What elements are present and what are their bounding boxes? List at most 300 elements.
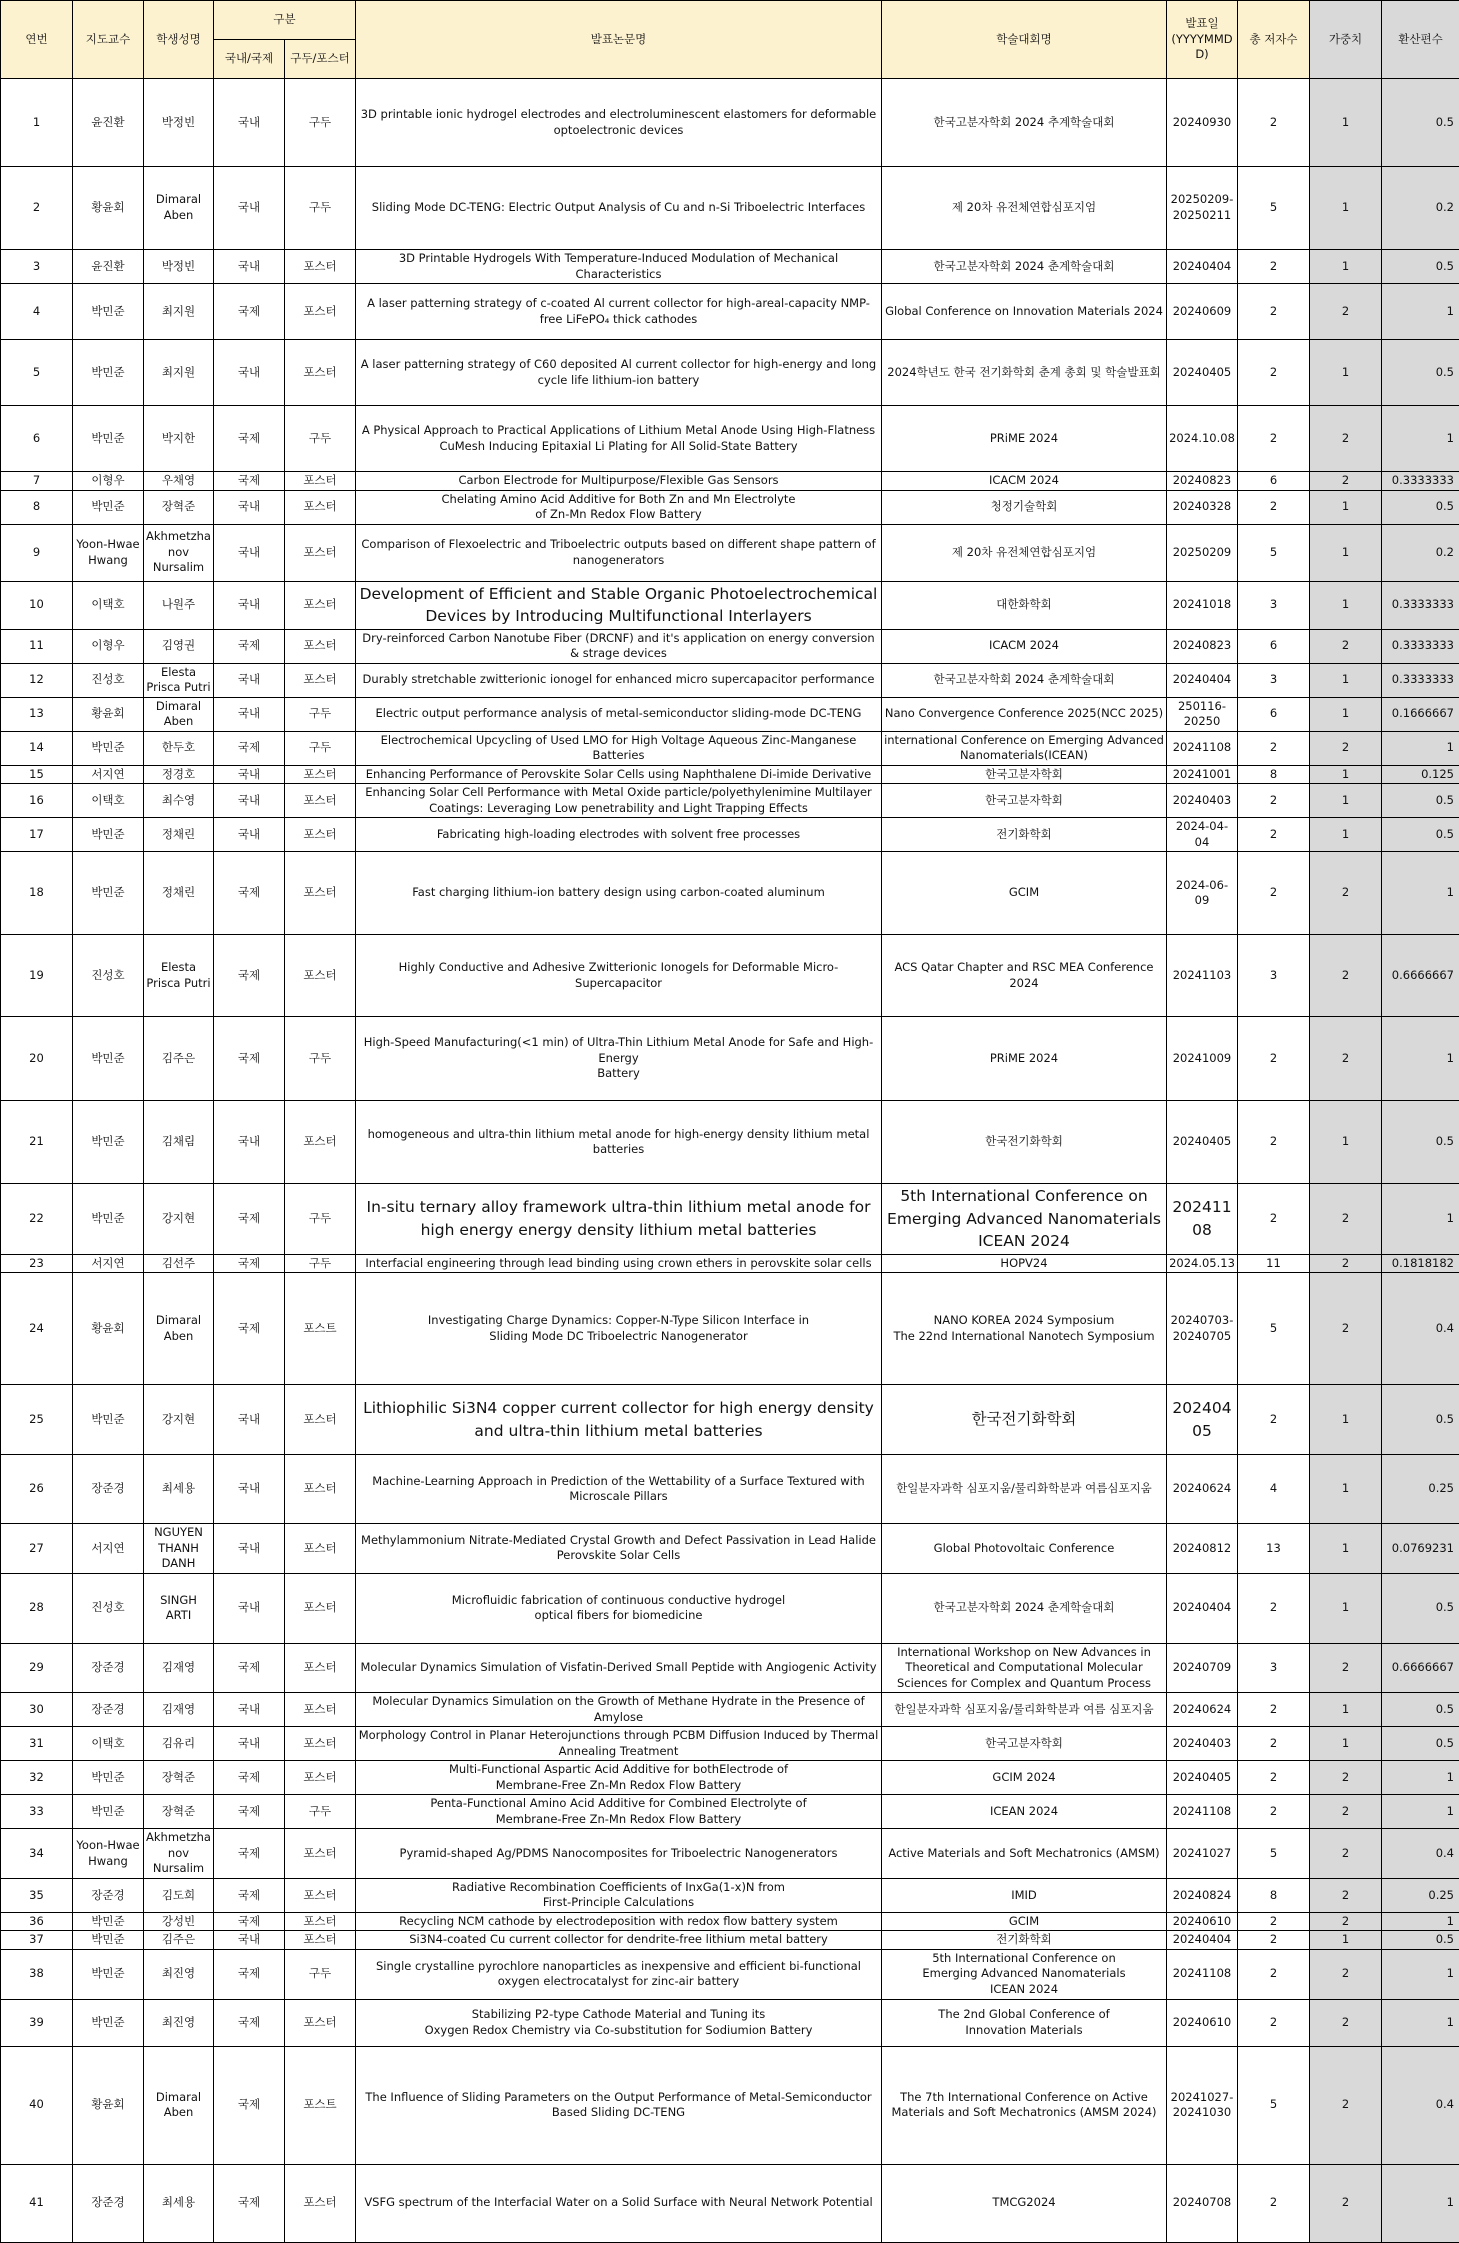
cell-student[interactable]: 최세용 bbox=[144, 1455, 214, 1524]
cell-type[interactable]: 포스터 bbox=[285, 1524, 356, 1574]
header-type[interactable]: 구두/포스터 bbox=[285, 40, 356, 79]
cell-authors[interactable]: 2 bbox=[1238, 1017, 1310, 1101]
cell-authors[interactable]: 2 bbox=[1238, 1693, 1310, 1727]
cell-scope[interactable]: 국내 bbox=[214, 79, 285, 167]
cell-advisor[interactable]: 박민준 bbox=[73, 340, 144, 406]
cell-title[interactable]: Electrochemical Upcycling of Used LMO for High Voltage Aqueous Zinc-Manganese Batteries bbox=[356, 731, 882, 765]
cell-title[interactable]: Highly Conductive and Adhesive Zwitterionic Ionogels for Deformable Micro-Supercapacitor bbox=[356, 935, 882, 1017]
cell-advisor[interactable]: 박민준 bbox=[73, 1101, 144, 1184]
header-category[interactable]: 구분 bbox=[214, 1, 356, 40]
cell-authors[interactable]: 2 bbox=[1238, 284, 1310, 340]
cell-no[interactable]: 15 bbox=[1, 765, 73, 784]
cell-date[interactable]: 20241027- 20241030 bbox=[1167, 2046, 1238, 2164]
cell-authors[interactable]: 2 bbox=[1238, 406, 1310, 472]
cell-date[interactable]: 20250209 bbox=[1167, 524, 1238, 581]
cell-no[interactable]: 24 bbox=[1, 1273, 73, 1385]
cell-conference[interactable]: PRiME 2024 bbox=[882, 406, 1167, 472]
cell-weight[interactable]: 1 bbox=[1310, 1931, 1382, 1950]
cell-weight[interactable]: 1 bbox=[1310, 1101, 1382, 1184]
cell-student[interactable]: Akhmetzha nov Nursalim bbox=[144, 1829, 214, 1879]
cell-score[interactable]: 0.4 bbox=[1382, 1829, 1459, 1879]
cell-authors[interactable]: 2 bbox=[1238, 731, 1310, 765]
cell-scope[interactable]: 국내 bbox=[214, 250, 285, 284]
cell-date[interactable]: 20241009 bbox=[1167, 1017, 1238, 1101]
cell-advisor[interactable]: 박민준 bbox=[73, 1912, 144, 1931]
cell-weight[interactable]: 1 bbox=[1310, 818, 1382, 852]
cell-student[interactable]: 강성빈 bbox=[144, 1912, 214, 1931]
cell-type[interactable]: 포스터 bbox=[285, 1455, 356, 1524]
cell-advisor[interactable]: 서지연 bbox=[73, 1524, 144, 1574]
cell-authors[interactable]: 8 bbox=[1238, 1878, 1310, 1912]
cell-conference[interactable]: 한국고분자학회 bbox=[882, 1727, 1167, 1761]
cell-weight[interactable]: 2 bbox=[1310, 472, 1382, 491]
cell-score[interactable]: 0.5 bbox=[1382, 79, 1459, 167]
cell-advisor[interactable]: 진성호 bbox=[73, 935, 144, 1017]
cell-date[interactable]: 20241001 bbox=[1167, 765, 1238, 784]
cell-conference[interactable]: GCIM bbox=[882, 852, 1167, 935]
cell-score[interactable]: 0.1818182 bbox=[1382, 1254, 1459, 1273]
cell-conference[interactable]: 대한화학회 bbox=[882, 581, 1167, 629]
cell-no[interactable]: 7 bbox=[1, 472, 73, 491]
cell-title[interactable]: In-situ ternary alloy framework ultra-thin lithium metal anode for high energy energy density lithium metal batteries bbox=[356, 1184, 882, 1254]
cell-date[interactable]: 20240405 bbox=[1167, 1101, 1238, 1184]
cell-authors[interactable]: 3 bbox=[1238, 663, 1310, 697]
cell-scope[interactable]: 국제 bbox=[214, 1912, 285, 1931]
cell-score[interactable]: 0.3333333 bbox=[1382, 629, 1459, 663]
cell-student[interactable]: 정채린 bbox=[144, 852, 214, 935]
cell-scope[interactable]: 국제 bbox=[214, 852, 285, 935]
cell-no[interactable]: 26 bbox=[1, 1455, 73, 1524]
cell-weight[interactable]: 2 bbox=[1310, 629, 1382, 663]
cell-title[interactable]: Carbon Electrode for Multipurpose/Flexible Gas Sensors bbox=[356, 472, 882, 491]
cell-advisor[interactable]: 장준경 bbox=[73, 1693, 144, 1727]
cell-conference[interactable]: Nano Convergence Conference 2025(NCC 2025) bbox=[882, 697, 1167, 731]
cell-date[interactable]: 20240703- 20240705 bbox=[1167, 1273, 1238, 1385]
cell-student[interactable]: SINGH ARTI bbox=[144, 1573, 214, 1643]
cell-type[interactable]: 포스터 bbox=[285, 935, 356, 1017]
cell-type[interactable]: 포스터 bbox=[285, 490, 356, 524]
cell-advisor[interactable]: 이형우 bbox=[73, 472, 144, 491]
cell-advisor[interactable]: 박민준 bbox=[73, 731, 144, 765]
cell-title[interactable]: Si3N4-coated Cu current collector for dendrite-free lithium metal battery bbox=[356, 1931, 882, 1950]
cell-date[interactable]: 20240404 bbox=[1167, 1931, 1238, 1950]
cell-weight[interactable]: 1 bbox=[1310, 765, 1382, 784]
cell-authors[interactable]: 2 bbox=[1238, 2164, 1310, 2242]
cell-advisor[interactable]: 이택호 bbox=[73, 581, 144, 629]
cell-weight[interactable]: 1 bbox=[1310, 79, 1382, 167]
cell-scope[interactable]: 국제 bbox=[214, 2046, 285, 2164]
cell-type[interactable]: 구두 bbox=[285, 1254, 356, 1273]
cell-advisor[interactable]: 박민준 bbox=[73, 1761, 144, 1795]
cell-conference[interactable]: ICEAN 2024 bbox=[882, 1795, 1167, 1829]
cell-no[interactable]: 13 bbox=[1, 697, 73, 731]
cell-score[interactable]: 0.5 bbox=[1382, 340, 1459, 406]
cell-date[interactable]: 20241018 bbox=[1167, 581, 1238, 629]
cell-no[interactable]: 8 bbox=[1, 490, 73, 524]
cell-advisor[interactable]: Yoon-Hwae Hwang bbox=[73, 1829, 144, 1879]
cell-scope[interactable]: 국제 bbox=[214, 472, 285, 491]
cell-authors[interactable]: 2 bbox=[1238, 340, 1310, 406]
cell-type[interactable]: 포스터 bbox=[285, 1912, 356, 1931]
cell-no[interactable]: 34 bbox=[1, 1829, 73, 1879]
cell-advisor[interactable]: 박민준 bbox=[73, 406, 144, 472]
cell-advisor[interactable]: 이택호 bbox=[73, 784, 144, 818]
cell-advisor[interactable]: 이택호 bbox=[73, 1727, 144, 1761]
cell-scope[interactable]: 국제 bbox=[214, 284, 285, 340]
cell-authors[interactable]: 6 bbox=[1238, 472, 1310, 491]
cell-student[interactable]: 김영권 bbox=[144, 629, 214, 663]
cell-title[interactable]: Enhancing Solar Cell Performance with Metal Oxide particle/polyethylenimine Multilayer Coatings: Leveraging Low penetrability and Light Trapping Effects bbox=[356, 784, 882, 818]
cell-no[interactable]: 9 bbox=[1, 524, 73, 581]
cell-no[interactable]: 40 bbox=[1, 2046, 73, 2164]
cell-authors[interactable]: 2 bbox=[1238, 1999, 1310, 2046]
cell-title[interactable]: Chelating Amino Acid Additive for Both Zn and Mn Electrolyte of Zn-Mn Redox Flow Battery bbox=[356, 490, 882, 524]
cell-title[interactable]: Methylammonium Nitrate-Mediated Crystal Growth and Defect Passivation in Lead Halide Perovskite Solar Cells bbox=[356, 1524, 882, 1574]
cell-score[interactable]: 1 bbox=[1382, 1795, 1459, 1829]
cell-no[interactable]: 39 bbox=[1, 1999, 73, 2046]
cell-score[interactable]: 0.6666667 bbox=[1382, 935, 1459, 1017]
cell-advisor[interactable]: 박민준 bbox=[73, 490, 144, 524]
cell-score[interactable]: 0.6666667 bbox=[1382, 1643, 1459, 1693]
cell-type[interactable]: 포스터 bbox=[285, 581, 356, 629]
cell-weight[interactable]: 2 bbox=[1310, 1761, 1382, 1795]
cell-title[interactable]: Comparison of Flexoelectric and Triboelectric outputs based on different shape pattern of nanogenerators bbox=[356, 524, 882, 581]
cell-advisor[interactable]: 장준경 bbox=[73, 1455, 144, 1524]
cell-advisor[interactable]: 박민준 bbox=[73, 818, 144, 852]
cell-scope[interactable]: 국내 bbox=[214, 340, 285, 406]
cell-date[interactable]: 20240823 bbox=[1167, 629, 1238, 663]
cell-conference[interactable]: international Conference on Emerging Advanced Nanomaterials(ICEAN) bbox=[882, 731, 1167, 765]
cell-advisor[interactable]: 박민준 bbox=[73, 1184, 144, 1254]
cell-date[interactable]: 20240404 bbox=[1167, 250, 1238, 284]
cell-student[interactable]: 김도희 bbox=[144, 1878, 214, 1912]
cell-scope[interactable]: 국제 bbox=[214, 935, 285, 1017]
cell-title[interactable]: Lithiophilic Si3N4 copper current collector for high energy density and ultra-thin lithium metal batteries bbox=[356, 1385, 882, 1455]
cell-date[interactable]: 2024.10.08 bbox=[1167, 406, 1238, 472]
cell-no[interactable]: 1 bbox=[1, 79, 73, 167]
cell-conference[interactable]: ICACM 2024 bbox=[882, 472, 1167, 491]
cell-advisor[interactable]: 윤진환 bbox=[73, 250, 144, 284]
cell-type[interactable]: 포스터 bbox=[285, 1829, 356, 1879]
cell-weight[interactable]: 1 bbox=[1310, 490, 1382, 524]
cell-type[interactable]: 구두 bbox=[285, 167, 356, 250]
cell-type[interactable]: 구두 bbox=[285, 406, 356, 472]
cell-scope[interactable]: 국제 bbox=[214, 1761, 285, 1795]
cell-conference[interactable]: 2024학년도 한국 전기화학회 춘계 총회 및 학술발표회 bbox=[882, 340, 1167, 406]
cell-scope[interactable]: 국제 bbox=[214, 1273, 285, 1385]
cell-authors[interactable]: 5 bbox=[1238, 1273, 1310, 1385]
cell-type[interactable]: 포스터 bbox=[285, 663, 356, 697]
cell-date[interactable]: 20240610 bbox=[1167, 1999, 1238, 2046]
cell-conference[interactable]: PRiME 2024 bbox=[882, 1017, 1167, 1101]
cell-date[interactable]: 250116-20250 bbox=[1167, 697, 1238, 731]
cell-weight[interactable]: 2 bbox=[1310, 1184, 1382, 1254]
cell-no[interactable]: 30 bbox=[1, 1693, 73, 1727]
cell-student[interactable]: Elesta Prisca Putri bbox=[144, 935, 214, 1017]
cell-type[interactable]: 구두 bbox=[285, 1184, 356, 1254]
cell-date[interactable]: 20240824 bbox=[1167, 1878, 1238, 1912]
cell-student[interactable]: Akhmetzha nov Nursalim bbox=[144, 524, 214, 581]
cell-weight[interactable]: 2 bbox=[1310, 1829, 1382, 1879]
cell-score[interactable]: 1 bbox=[1382, 1912, 1459, 1931]
cell-authors[interactable]: 2 bbox=[1238, 1101, 1310, 1184]
cell-authors[interactable]: 8 bbox=[1238, 765, 1310, 784]
cell-scope[interactable]: 국제 bbox=[214, 731, 285, 765]
cell-conference[interactable]: 한국전기화학회 bbox=[882, 1101, 1167, 1184]
cell-title[interactable]: Durably stretchable zwitterionic ionogel for enhanced micro supercapacitor performance bbox=[356, 663, 882, 697]
cell-no[interactable]: 17 bbox=[1, 818, 73, 852]
cell-score[interactable]: 0.5 bbox=[1382, 1931, 1459, 1950]
cell-weight[interactable]: 2 bbox=[1310, 284, 1382, 340]
cell-title[interactable]: Morphology Control in Planar Heterojunctions through PCBM Diffusion Induced by Thermal Annealing Treatment bbox=[356, 1727, 882, 1761]
cell-conference[interactable]: HOPV24 bbox=[882, 1254, 1167, 1273]
cell-title[interactable]: 3D printable ionic hydrogel electrodes and electroluminescent elastomers for deformable optoelectronic devices bbox=[356, 79, 882, 167]
cell-type[interactable]: 포스터 bbox=[285, 629, 356, 663]
cell-score[interactable]: 0.5 bbox=[1382, 1573, 1459, 1643]
cell-authors[interactable]: 2 bbox=[1238, 1795, 1310, 1829]
cell-advisor[interactable]: 윤진환 bbox=[73, 79, 144, 167]
cell-student[interactable]: 김선주 bbox=[144, 1254, 214, 1273]
header-authors[interactable]: 총 저자수 bbox=[1238, 1, 1310, 79]
cell-student[interactable]: 장혁준 bbox=[144, 490, 214, 524]
cell-authors[interactable]: 5 bbox=[1238, 2046, 1310, 2164]
cell-advisor[interactable]: 황윤회 bbox=[73, 2046, 144, 2164]
cell-student[interactable]: Dimaral Aben bbox=[144, 2046, 214, 2164]
cell-authors[interactable]: 2 bbox=[1238, 1912, 1310, 1931]
cell-student[interactable]: 김채림 bbox=[144, 1101, 214, 1184]
cell-conference[interactable]: 한국고분자학회 2024 춘계학술대회 bbox=[882, 250, 1167, 284]
cell-authors[interactable]: 3 bbox=[1238, 581, 1310, 629]
cell-authors[interactable]: 2 bbox=[1238, 1761, 1310, 1795]
cell-title[interactable]: Pyramid-shaped Ag/PDMS Nanocomposites for Triboelectric Nanogenerators bbox=[356, 1829, 882, 1879]
cell-scope[interactable]: 국내 bbox=[214, 167, 285, 250]
cell-authors[interactable]: 2 bbox=[1238, 852, 1310, 935]
cell-date[interactable]: 20241027 bbox=[1167, 1829, 1238, 1879]
cell-no[interactable]: 29 bbox=[1, 1643, 73, 1693]
cell-type[interactable]: 포스터 bbox=[285, 250, 356, 284]
cell-student[interactable]: 최수영 bbox=[144, 784, 214, 818]
header-student[interactable]: 학생성명 bbox=[144, 1, 214, 79]
cell-no[interactable]: 10 bbox=[1, 581, 73, 629]
cell-conference[interactable]: 한국전기화학회 bbox=[882, 1385, 1167, 1455]
cell-date[interactable]: 20240404 bbox=[1167, 663, 1238, 697]
cell-scope[interactable]: 국내 bbox=[214, 784, 285, 818]
cell-score[interactable]: 0.25 bbox=[1382, 1455, 1459, 1524]
cell-authors[interactable]: 2 bbox=[1238, 818, 1310, 852]
cell-no[interactable]: 35 bbox=[1, 1878, 73, 1912]
cell-weight[interactable]: 2 bbox=[1310, 1999, 1382, 2046]
cell-no[interactable]: 5 bbox=[1, 340, 73, 406]
cell-title[interactable]: Development of Efficient and Stable Organic Photoelectrochemical Devices by Introducing Multifunctional Interlayers bbox=[356, 581, 882, 629]
cell-conference[interactable]: 5th International Conference on Emerging Advanced Nanomaterials ICEAN 2024 bbox=[882, 1184, 1167, 1254]
cell-authors[interactable]: 2 bbox=[1238, 250, 1310, 284]
cell-scope[interactable]: 국내 bbox=[214, 1727, 285, 1761]
cell-weight[interactable]: 2 bbox=[1310, 1912, 1382, 1931]
cell-type[interactable]: 구두 bbox=[285, 1017, 356, 1101]
cell-conference[interactable]: ICACM 2024 bbox=[882, 629, 1167, 663]
cell-score[interactable]: 1 bbox=[1382, 1761, 1459, 1795]
cell-conference[interactable]: Global Photovoltaic Conference bbox=[882, 1524, 1167, 1574]
cell-advisor[interactable]: 장준경 bbox=[73, 2164, 144, 2242]
cell-scope[interactable]: 국내 bbox=[214, 697, 285, 731]
cell-student[interactable]: 김재영 bbox=[144, 1643, 214, 1693]
header-weight[interactable]: 가중치 bbox=[1310, 1, 1382, 79]
header-title[interactable]: 발표논문명 bbox=[356, 1, 882, 79]
cell-scope[interactable]: 국내 bbox=[214, 1101, 285, 1184]
cell-conference[interactable]: 한국고분자학회 2024 추계학술대회 bbox=[882, 79, 1167, 167]
cell-score[interactable]: 1 bbox=[1382, 1184, 1459, 1254]
cell-score[interactable]: 0.5 bbox=[1382, 1101, 1459, 1184]
cell-conference[interactable]: 전기화학회 bbox=[882, 1931, 1167, 1950]
cell-no[interactable]: 31 bbox=[1, 1727, 73, 1761]
cell-scope[interactable]: 국내 bbox=[214, 524, 285, 581]
cell-type[interactable]: 포스터 bbox=[285, 1761, 356, 1795]
cell-score[interactable]: 0.5 bbox=[1382, 250, 1459, 284]
cell-conference[interactable]: 한국고분자학회 2024 춘계학술대회 bbox=[882, 663, 1167, 697]
cell-score[interactable]: 0.5 bbox=[1382, 1727, 1459, 1761]
cell-no[interactable]: 23 bbox=[1, 1254, 73, 1273]
cell-scope[interactable]: 국제 bbox=[214, 1795, 285, 1829]
header-conference[interactable]: 학술대회명 bbox=[882, 1, 1167, 79]
cell-no[interactable]: 37 bbox=[1, 1931, 73, 1950]
cell-authors[interactable]: 3 bbox=[1238, 935, 1310, 1017]
cell-advisor[interactable]: 박민준 bbox=[73, 1931, 144, 1950]
cell-weight[interactable]: 2 bbox=[1310, 1878, 1382, 1912]
cell-student[interactable]: 김주은 bbox=[144, 1931, 214, 1950]
cell-title[interactable]: Electric output performance analysis of metal-semiconductor sliding-mode DC-TENG bbox=[356, 697, 882, 731]
cell-date[interactable]: 20241103 bbox=[1167, 935, 1238, 1017]
cell-scope[interactable]: 국제 bbox=[214, 1017, 285, 1101]
cell-score[interactable]: 0.25 bbox=[1382, 1878, 1459, 1912]
cell-date[interactable]: 20240403 bbox=[1167, 1727, 1238, 1761]
cell-weight[interactable]: 2 bbox=[1310, 1273, 1382, 1385]
cell-student[interactable]: 강지현 bbox=[144, 1184, 214, 1254]
cell-conference[interactable]: 한일분자과학 심포지움/물리화학분과 여름심포지움 bbox=[882, 1455, 1167, 1524]
cell-no[interactable]: 12 bbox=[1, 663, 73, 697]
cell-weight[interactable]: 2 bbox=[1310, 935, 1382, 1017]
cell-no[interactable]: 27 bbox=[1, 1524, 73, 1574]
cell-type[interactable]: 포스터 bbox=[285, 784, 356, 818]
cell-weight[interactable]: 1 bbox=[1310, 663, 1382, 697]
cell-scope[interactable]: 국내 bbox=[214, 1455, 285, 1524]
cell-no[interactable]: 6 bbox=[1, 406, 73, 472]
cell-no[interactable]: 28 bbox=[1, 1573, 73, 1643]
cell-student[interactable]: 장혁준 bbox=[144, 1795, 214, 1829]
cell-type[interactable]: 포스터 bbox=[285, 852, 356, 935]
cell-title[interactable]: The Influence of Sliding Parameters on the Output Performance of Metal-Semiconductor Based Sliding DC-TENG bbox=[356, 2046, 882, 2164]
cell-student[interactable]: 정경호 bbox=[144, 765, 214, 784]
cell-weight[interactable]: 2 bbox=[1310, 731, 1382, 765]
cell-date[interactable]: 20240624 bbox=[1167, 1693, 1238, 1727]
cell-student[interactable]: 최지원 bbox=[144, 340, 214, 406]
cell-type[interactable]: 구두 bbox=[285, 697, 356, 731]
cell-type[interactable]: 포스터 bbox=[285, 284, 356, 340]
cell-conference[interactable]: 5th International Conference on Emerging Advanced Nanomaterials ICEAN 2024 bbox=[882, 1949, 1167, 1999]
cell-score[interactable]: 1 bbox=[1382, 852, 1459, 935]
cell-student[interactable]: 최지원 bbox=[144, 284, 214, 340]
cell-conference[interactable]: GCIM 2024 bbox=[882, 1761, 1167, 1795]
cell-type[interactable]: 포스터 bbox=[285, 472, 356, 491]
cell-date[interactable]: 20240812 bbox=[1167, 1524, 1238, 1574]
cell-advisor[interactable]: 황윤회 bbox=[73, 1273, 144, 1385]
cell-authors[interactable]: 6 bbox=[1238, 629, 1310, 663]
cell-weight[interactable]: 1 bbox=[1310, 1385, 1382, 1455]
cell-scope[interactable]: 국내 bbox=[214, 581, 285, 629]
cell-weight[interactable]: 2 bbox=[1310, 1017, 1382, 1101]
cell-conference[interactable]: 한국고분자학회 2024 춘계학술대회 bbox=[882, 1573, 1167, 1643]
cell-advisor[interactable]: 이형우 bbox=[73, 629, 144, 663]
cell-date[interactable]: 20240609 bbox=[1167, 284, 1238, 340]
cell-authors[interactable]: 2 bbox=[1238, 1727, 1310, 1761]
cell-student[interactable]: 김주은 bbox=[144, 1017, 214, 1101]
cell-conference[interactable]: 전기화학회 bbox=[882, 818, 1167, 852]
cell-title[interactable]: Multi-Functional Aspartic Acid Additive for bothElectrode of Membrane-Free Zn-Mn Redox Flow Battery bbox=[356, 1761, 882, 1795]
cell-student[interactable]: 박정빈 bbox=[144, 79, 214, 167]
cell-student[interactable]: 장혁준 bbox=[144, 1761, 214, 1795]
cell-student[interactable]: 김재영 bbox=[144, 1693, 214, 1727]
cell-conference[interactable]: The 7th International Conference on Active Materials and Soft Mechatronics (AMSM 2024) bbox=[882, 2046, 1167, 2164]
cell-scope[interactable]: 국내 bbox=[214, 818, 285, 852]
cell-scope[interactable]: 국내 bbox=[214, 1385, 285, 1455]
cell-title[interactable]: Molecular Dynamics Simulation of Visfatin-Derived Small Peptide with Angiogenic Activity bbox=[356, 1643, 882, 1693]
cell-type[interactable]: 포스터 bbox=[285, 1878, 356, 1912]
cell-type[interactable]: 구두 bbox=[285, 731, 356, 765]
cell-advisor[interactable]: 장준경 bbox=[73, 1643, 144, 1693]
cell-advisor[interactable]: 박민준 bbox=[73, 1999, 144, 2046]
cell-student[interactable]: 나원주 bbox=[144, 581, 214, 629]
cell-title[interactable]: Sliding Mode DC-TENG: Electric Output Analysis of Cu and n-Si Triboelectric Interfaces bbox=[356, 167, 882, 250]
cell-authors[interactable]: 2 bbox=[1238, 1573, 1310, 1643]
cell-type[interactable]: 포스터 bbox=[285, 1727, 356, 1761]
cell-conference[interactable]: GCIM bbox=[882, 1912, 1167, 1931]
cell-type[interactable]: 포스터 bbox=[285, 818, 356, 852]
cell-conference[interactable]: 한국고분자학회 bbox=[882, 765, 1167, 784]
cell-title[interactable]: Penta-Functional Amino Acid Additive for Combined Electrolyte of Membrane-Free Zn-Mn Redox Flow Battery bbox=[356, 1795, 882, 1829]
cell-student[interactable]: 박지한 bbox=[144, 406, 214, 472]
cell-date[interactable]: 20240405 bbox=[1167, 1761, 1238, 1795]
cell-title[interactable]: VSFG spectrum of the Interfacial Water on a Solid Surface with Neural Network Potential bbox=[356, 2164, 882, 2242]
cell-title[interactable]: Radiative Recombination Coefficients of InxGa(1-x)N from First-Principle Calculations bbox=[356, 1878, 882, 1912]
cell-no[interactable]: 21 bbox=[1, 1101, 73, 1184]
cell-scope[interactable]: 국내 bbox=[214, 765, 285, 784]
header-score[interactable]: 환산편수 bbox=[1382, 1, 1459, 79]
cell-date[interactable]: 20240403 bbox=[1167, 784, 1238, 818]
cell-score[interactable]: 0.4 bbox=[1382, 2046, 1459, 2164]
cell-date[interactable]: 20241108 bbox=[1167, 1795, 1238, 1829]
cell-no[interactable]: 4 bbox=[1, 284, 73, 340]
cell-conference[interactable]: NANO KOREA 2024 Symposium The 22nd International Nanotech Symposium bbox=[882, 1273, 1167, 1385]
cell-no[interactable]: 41 bbox=[1, 2164, 73, 2242]
cell-advisor[interactable]: 박민준 bbox=[73, 1385, 144, 1455]
cell-title[interactable]: A Physical Approach to Practical Applications of Lithium Metal Anode Using High-Flatness CuMesh Inducing Epitaxial Li Plating for All Solid-State Battery bbox=[356, 406, 882, 472]
cell-weight[interactable]: 1 bbox=[1310, 1455, 1382, 1524]
cell-type[interactable]: 구두 bbox=[285, 1795, 356, 1829]
cell-no[interactable]: 22 bbox=[1, 1184, 73, 1254]
cell-weight[interactable]: 1 bbox=[1310, 524, 1382, 581]
cell-type[interactable]: 포스터 bbox=[285, 765, 356, 784]
cell-no[interactable]: 36 bbox=[1, 1912, 73, 1931]
cell-type[interactable]: 포스터 bbox=[285, 1385, 356, 1455]
cell-score[interactable]: 1 bbox=[1382, 284, 1459, 340]
cell-conference[interactable]: Active Materials and Soft Mechatronics (AMSM) bbox=[882, 1829, 1167, 1879]
cell-score[interactable]: 0.2 bbox=[1382, 524, 1459, 581]
header-no[interactable]: 연번 bbox=[1, 1, 73, 79]
cell-weight[interactable]: 1 bbox=[1310, 250, 1382, 284]
cell-no[interactable]: 3 bbox=[1, 250, 73, 284]
cell-weight[interactable]: 1 bbox=[1310, 697, 1382, 731]
cell-title[interactable]: 3D Printable Hydrogels With Temperature-Induced Modulation of Mechanical Characteristics bbox=[356, 250, 882, 284]
cell-authors[interactable]: 2 bbox=[1238, 1931, 1310, 1950]
